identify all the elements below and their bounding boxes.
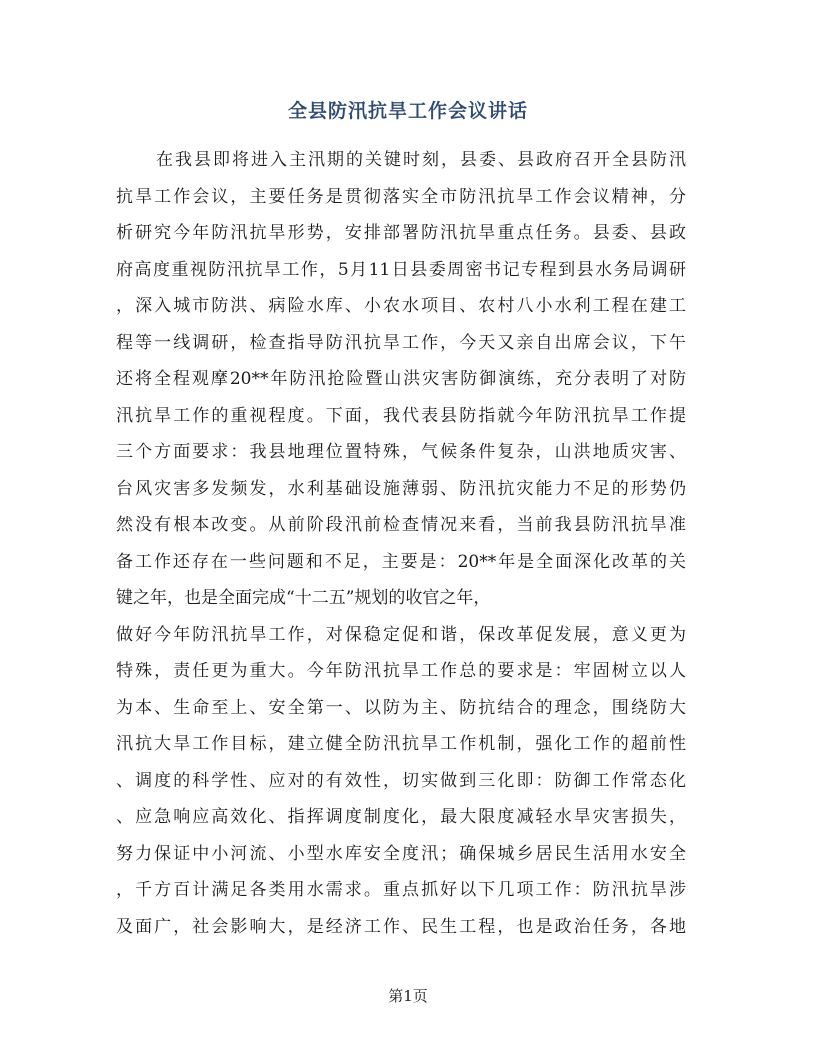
text-line: 汛抗旱工作的重视程度。下面，我代表县防指就今年防汛抗旱工作提 [116, 405, 686, 426]
text-line: 、应急响应高效化、指挥调度制度化，最大限度减轻水旱灾害损失， [116, 807, 686, 827]
text-line: 做好今年防汛抗旱工作，对保稳定促和谐，保改革促发展，意义更为 [116, 624, 686, 645]
text-line: 为本、生命至上、安全第一、以防为主、防抗结合的理念，围绕防大 [116, 697, 686, 718]
text-line: 键之年，也是全面完成“十二五”规划的收官之年， [116, 588, 491, 608]
text-line: ，千方百计满足各类用水需求。重点抓好以下几项工作：防汛抗旱涉 [116, 880, 686, 900]
text-line: 抗旱工作会议，主要任务是贯彻落实全市防汛抗旱工作会议精神，分 [116, 186, 686, 207]
text-line: 备工作还存在一些问题和不足，主要是：20**年是全面深化改革的关 [116, 551, 686, 572]
text-line: 及面广，社会影响大，是经济工作、民生工程，也是政治任务，各地 [116, 916, 686, 937]
text-line: 汛抗大旱工作目标，建立健全防汛抗旱工作机制，强化工作的超前性 [116, 734, 686, 754]
document-title: 全县防汛抗旱工作会议讲话 [287, 100, 528, 122]
page-number: 第1页 [388, 987, 428, 1005]
text-line: ，深入城市防洪、病险水库、小农水项目、农村八小水利工程在建工 [116, 296, 686, 316]
text-line: 特殊，责任更为重大。今年防汛抗旱工作总的要求是：牢固树立以人 [116, 661, 686, 681]
text-line: 然没有根本改变。从前阶段汛前检查情况来看，当前我县防汛抗旱准 [116, 515, 686, 535]
text-line: 台风灾害多发频发，水利基础设施薄弱、防汛抗灾能力不足的形势仍 [116, 478, 686, 499]
text-line: 析研究今年防汛抗旱形势，安排部署防汛抗旱重点任务。县委、县政 [116, 223, 686, 243]
text-line: 程等一线调研，检查指导防汛抗旱工作，今天又亲自出席会议，下午 [116, 332, 686, 353]
text-line: 三个方面要求：我县地理位置特殊，气候条件复杂，山洪地质灾害、 [116, 442, 686, 462]
text-line: 还将全程观摩20**年防汛抢险暨山洪灾害防御演练，充分表明了对防 [116, 369, 686, 389]
text-line: 府高度重视防汛抗旱工作，5月11日县委周密书记专程到县水务局调研 [116, 259, 686, 280]
text-line: 在我县即将进入主汛期的关键时刻，县委、县政府召开全县防汛 [156, 150, 686, 170]
text-line: 努力保证中小河流、小型水库安全度汛；确保城乡居民生活用水安全 [116, 843, 686, 864]
document-body [116, 142, 686, 945]
text-line: 、调度的科学性、应对的有效性，切实做到三化即：防御工作常态化 [116, 770, 686, 791]
